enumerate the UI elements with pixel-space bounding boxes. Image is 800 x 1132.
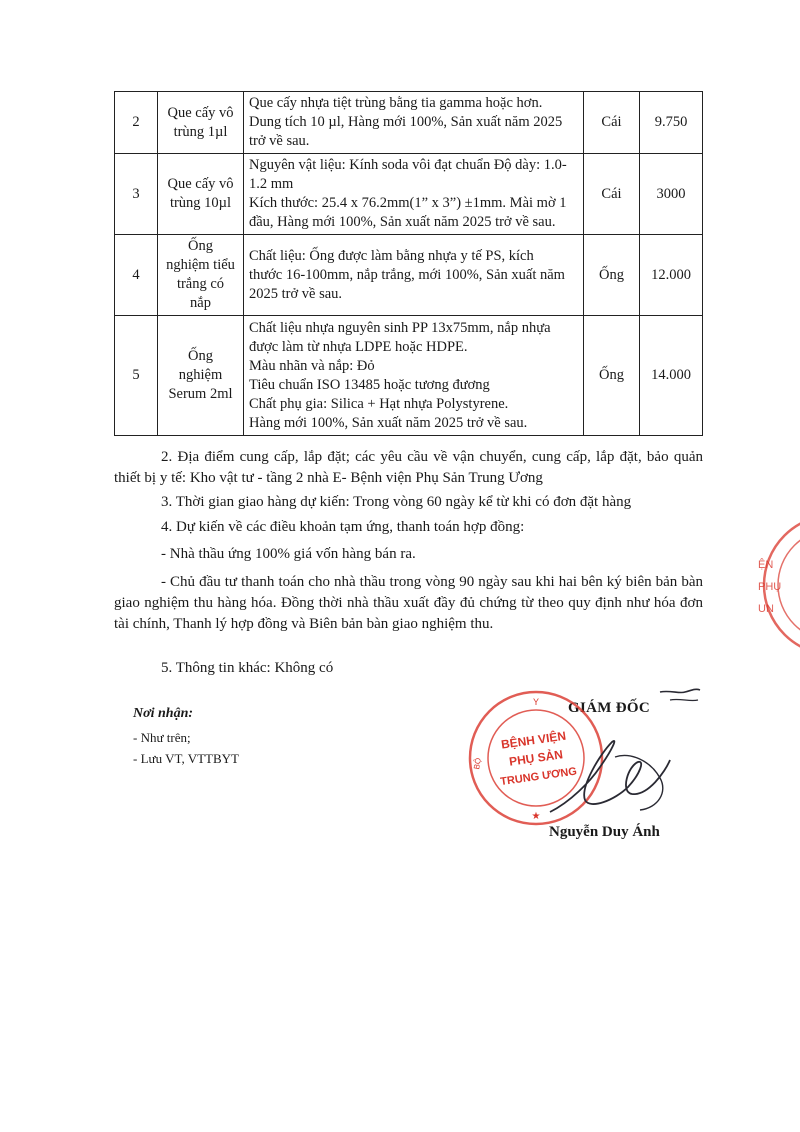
- row-number: 4: [115, 235, 158, 316]
- item-description-line: Chất liệu nhựa nguyên sinh PP 13x75mm, nắp nhựa: [249, 319, 551, 336]
- item-unit: Ống: [584, 235, 640, 316]
- paragraph-other-info: 5. Thông tin khác: Không có: [161, 660, 334, 676]
- supplies-table-body: [115, 92, 703, 436]
- item-name-line: trùng 10µl: [169, 195, 232, 211]
- recipient-item: - Lưu VT, VTTBYT: [133, 751, 239, 766]
- item-description-line: 1.2 mm: [249, 176, 294, 192]
- item-description-line: được làm từ nhựa LDPE hoặc HDPE.: [249, 338, 468, 355]
- item-name-line: Ống: [188, 238, 213, 254]
- item-name-line: Que cấy vô: [167, 176, 234, 192]
- item-name-line: Que cấy vô: [167, 104, 234, 121]
- edge-stamp-text: PHỤ: [758, 581, 782, 593]
- svg-text:Y: Y: [532, 697, 540, 707]
- item-description: [244, 235, 584, 316]
- item-quantity: 9.750: [640, 92, 703, 154]
- item-name: [158, 235, 244, 316]
- recipients-title: Nơi nhận:: [133, 706, 194, 721]
- paragraph-payment-schedule: - Chủ đầu tư thanh toán cho nhà thầu trong vòng 90 ngày sau khi hai bên ký biên bản bàn giao nghiệm thu hàng hóa. Đồng thời nhà thầu xuất đầy đủ chứng từ theo quy định như hóa đơn tài chính, Thanh lý hợp đồng và Biên bản bàn giao nghiệm thu.: [114, 574, 703, 632]
- recipient-item: - Như trên;: [133, 730, 191, 745]
- item-name: [158, 92, 244, 154]
- item-name-line: nắp: [190, 295, 211, 311]
- handwritten-signature-icon: [520, 682, 720, 832]
- edge-stamp-text: ỆN: [758, 559, 774, 571]
- item-description-line: Tiêu chuẩn ISO 13485 hoặc tương đương: [249, 376, 490, 393]
- edge-stamp-text: UN: [758, 603, 774, 615]
- table-row: [115, 92, 703, 154]
- item-description-line: trở về sau.: [249, 133, 310, 149]
- item-quantity: 3000: [640, 154, 703, 235]
- item-description-line: Que cấy nhựa tiệt trùng bằng tia gamma hoặc hơn.: [249, 95, 543, 111]
- partial-stamp-icon: [754, 505, 800, 665]
- paragraph-delivery-time: 3. Thời gian giao hàng dự kiến: Trong vòng 60 ngày kể từ khi có đơn đặt hàng: [161, 494, 632, 510]
- director-title: GIÁM ĐỐC: [568, 700, 650, 716]
- item-unit: Cái: [584, 154, 640, 235]
- svg-text:BỘ: BỘ: [472, 757, 483, 771]
- item-description-line: Dung tích 10 µl, Hàng mới 100%, Sản xuất năm 2025: [249, 114, 563, 130]
- item-description: [244, 316, 584, 436]
- item-unit: Cái: [584, 92, 640, 154]
- item-description-line: Chất phụ gia: Silica + Hạt nhựa Polystyrene.: [249, 395, 509, 412]
- recipients-list: [133, 727, 239, 769]
- item-description-line: Kích thước: 25.4 x 76.2mm(1” x 3”) ±1mm. Mài mờ 1: [249, 195, 567, 211]
- item-description-line: Màu nhãn và nắp: Đỏ: [249, 357, 375, 374]
- stamp-text: BỆNH VIỆN: [500, 728, 567, 752]
- paragraph-advance-payment: - Nhà thầu ứng 100% giá vốn hàng bán ra.: [161, 546, 416, 562]
- row-number: 3: [115, 154, 158, 235]
- item-name-line: trùng 1µl: [173, 123, 228, 140]
- paragraph-delivery-location: 2. Địa điểm cung cấp, lắp đặt; các yêu cầu về vận chuyển, cung cấp, lắp đặt, bảo quản thiết bị y tế: Kho vật tư - tầng 2 nhà E- Bệnh viện Phụ Sản Trung Ương: [114, 449, 703, 486]
- paragraph-payment-terms: 4. Dự kiến về các điều khoản tạm ứng, thanh toán hợp đồng:: [161, 519, 525, 535]
- table-row: [115, 316, 703, 436]
- item-name-line: Ống: [188, 348, 213, 364]
- item-quantity: 14.000: [640, 316, 703, 436]
- svg-text:★: ★: [531, 811, 541, 822]
- item-unit: Ống: [584, 316, 640, 436]
- item-name-line: nghiệm tiểu: [166, 257, 235, 273]
- stamp-text: TRUNG ƯƠNG: [499, 765, 578, 789]
- item-name-line: trắng có: [176, 276, 225, 292]
- item-name: [158, 154, 244, 235]
- stamp-text: PHỤ SẢN: [508, 747, 564, 769]
- item-description: [244, 154, 584, 235]
- item-name: [158, 316, 244, 436]
- row-number: 2: [115, 92, 158, 154]
- table-row: [115, 154, 703, 235]
- item-description: [244, 92, 584, 154]
- item-description-line: Hàng mới 100%, Sản xuất năm 2025 trở về sau.: [249, 414, 528, 431]
- item-description-line: Chất liệu: Ống được làm bằng nhựa y tế PS, kích: [249, 247, 534, 264]
- item-description-line: thước 16-100mm, nắp trắng, mới 100%, Sản xuất năm: [249, 266, 565, 283]
- item-description-line: 2025 trở về sau.: [249, 285, 343, 302]
- item-quantity: 12.000: [640, 235, 703, 316]
- item-name-line: nghiệm: [178, 367, 223, 383]
- row-number: 5: [115, 316, 158, 436]
- supplies-table: [114, 91, 703, 436]
- table-row: [115, 235, 703, 316]
- item-description-line: Nguyên vật liệu: Kính soda vôi đạt chuẩn Độ dày: 1.0-: [249, 157, 567, 173]
- director-name: Nguyễn Duy Ánh: [549, 824, 660, 840]
- item-description-line: đầu, Hàng mới 100%, Sản xuất năm 2025 trở về sau.: [249, 214, 556, 230]
- item-name-line: Serum 2ml: [168, 386, 233, 402]
